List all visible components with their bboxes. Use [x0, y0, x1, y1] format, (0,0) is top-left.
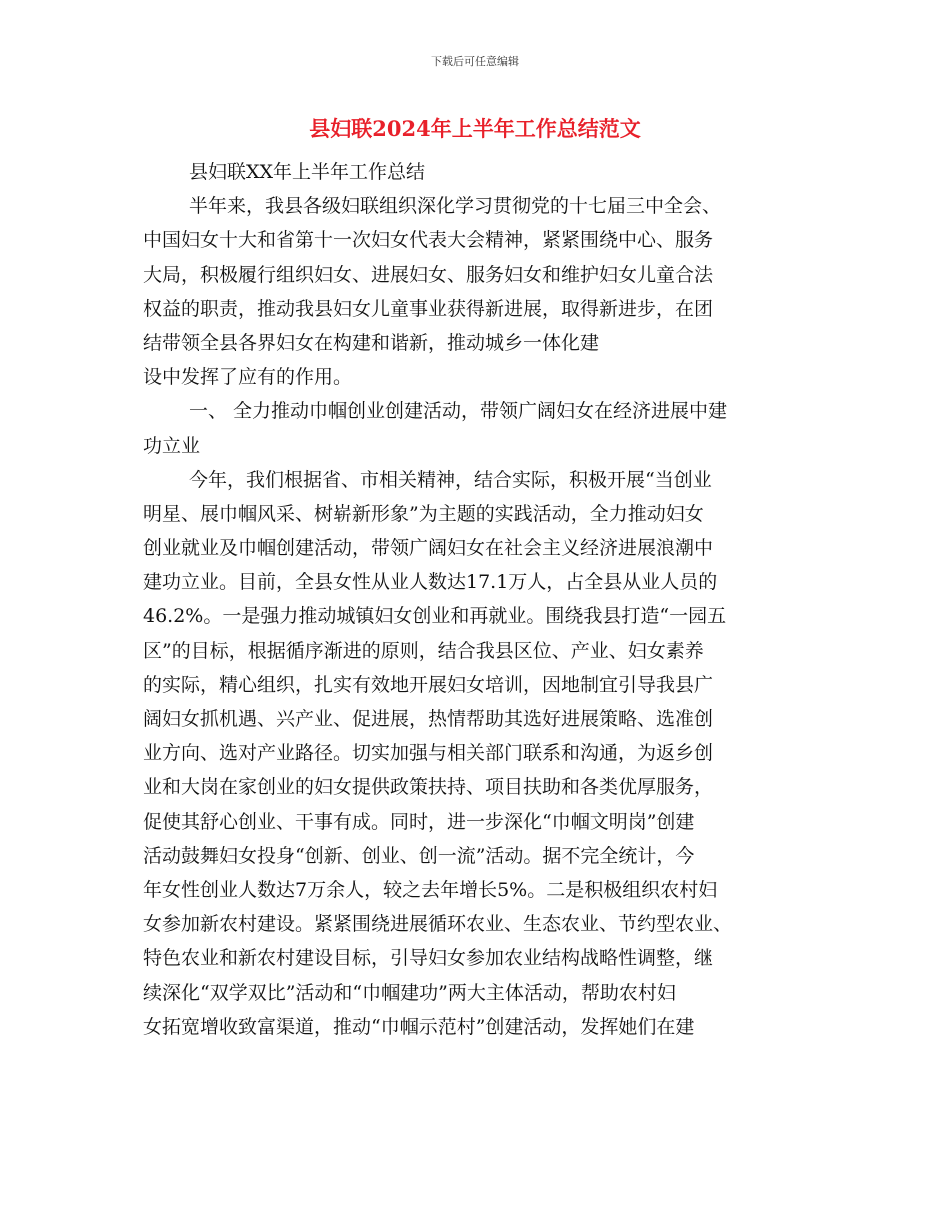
document-title: 县妇联2024年上半年工作总结范文 [309, 116, 641, 141]
text-line: 女参加新农村建设。紧紧围绕进展循环农业、生态农业、节约型农业、 [143, 913, 733, 936]
section-heading-continued: 功立业 [143, 434, 201, 457]
text-line: 县妇联XX年上半年工作总结 [189, 161, 426, 183]
text-line: 阔妇女抓机遇、兴产业、促进展，热情帮助其选好进展策略、选准创 [143, 708, 714, 730]
text-line: 的实际，精心组织，扎实有效地开展妇女培训，因地制宜引导我县广 [143, 673, 714, 696]
text-line: 续深化“双学双比”活动和“巾帼建功”两大主体活动，帮助农村妇 [143, 981, 676, 1004]
text-line: 结带领全县各界妇女在构建和谐新，推动城乡一体化建 [143, 331, 600, 354]
text-line: 区”的目标，根据循序渐进的原则，结合我县区位、产业、妇女素养 [143, 639, 704, 662]
text-line: 女拓宽增收致富渠道，推动“巾帼示范村”创建活动，发挥她们在建 [143, 1015, 695, 1038]
text-line: 特色农业和新农村建设目标，引导妇女参加农业结构战略性调整，继 [143, 947, 714, 970]
text-line: 大局，积极履行组织妇女、进展妇女、服务妇女和维护妇女儿童合法 [143, 263, 714, 286]
text-line: 明星、展巾帼风采、树崭新形象”为主题的实践活动，全力推动妇女 [143, 502, 704, 525]
section-heading: 一、 全力推动巾帼创业创建活动，带领广阔妇女在经济进展中建 [189, 400, 728, 423]
text-line: 中国妇女十大和省第十一次妇女代表大会精神，紧紧围绕中心、服务 [143, 229, 714, 252]
text-line: 今年，我们根据省、市相关精神，结合实际，积极开展“当创业 [189, 468, 712, 491]
text-line: 半年来，我县各级妇联组织深化学习贯彻党的十七届三中全会、 [189, 195, 722, 218]
text-line: 促使其舒心创业、干事有成。同时，进一步深化“巾帼文明岗”创建 [143, 810, 695, 833]
text-line: 权益的职责，推动我县妇女儿童事业获得新进展，取得新进步，在团 [143, 297, 714, 320]
text-line: 设中发挥了应有的作用。 [143, 366, 353, 389]
text-line: 活动鼓舞妇女投身“创新、创业、创一流”活动。据不完全统计，今 [143, 844, 695, 867]
text-line: 业和大岗在家创业的妇女提供政策扶持、项目扶助和各类优厚服务， [143, 776, 714, 799]
text-line: 业方向、选对产业路径。切实加强与相关部门联系和沟通，为返乡创 [143, 742, 714, 765]
document-body [143, 155, 807, 1044]
header-note: 下载后可任意编辑 [431, 55, 519, 68]
text-line: 46.2%。一是强力推动城镇妇女创业和再就业。围绕我县打造“一园五 [143, 605, 727, 628]
text-line: 年女性创业人数达7万余人，较之去年增长5%。二是积极组织农村妇 [143, 878, 718, 901]
text-line: 建功立业。目前，全县女性从业人数达17.1万人，占全县从业人员的 [143, 571, 718, 594]
text-line: 创业就业及巾帼创建活动，带领广阔妇女在社会主义经济进展浪潮中 [143, 537, 714, 560]
